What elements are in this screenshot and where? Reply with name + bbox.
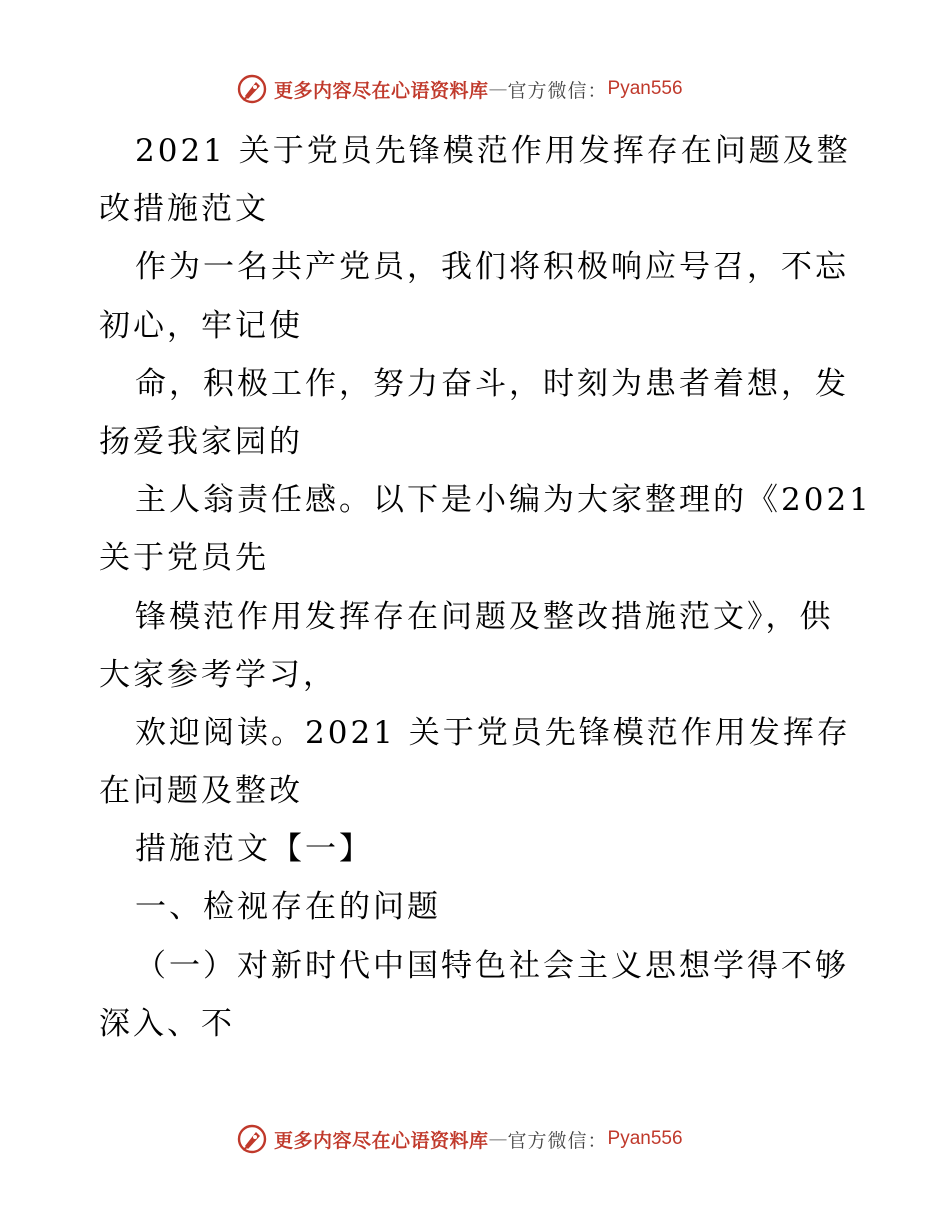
pen-nib-logo-icon <box>236 73 268 105</box>
document-body <box>99 122 872 1053</box>
watermark-wechat-id: Pyan556 <box>607 1128 683 1149</box>
document-line: 在问题及整改 <box>99 773 303 810</box>
document-line: 命，积极工作，努力奋斗，时刻为患者着想，发 <box>135 365 849 402</box>
document-line: 改措施范文 <box>99 191 269 228</box>
document-line: 关于党员先 <box>99 540 269 577</box>
pen-nib-logo-icon <box>236 1123 268 1155</box>
watermark-separator: — <box>488 1128 508 1150</box>
document-line: 大家参考学习， <box>99 656 337 693</box>
document-line: 作为一名共产党员，我们将积极响应号召，不忘 <box>135 249 849 286</box>
footer-watermark <box>236 1123 716 1155</box>
document-line: 2021 关于党员先锋模范作用发挥存在问题及整 <box>135 133 851 169</box>
watermark-wechat-id: Pyan556 <box>607 78 683 99</box>
watermark-wechat-label: 官方微信： <box>507 1129 608 1152</box>
watermark-wechat-label: 官方微信： <box>507 79 608 102</box>
document-line: 欢迎阅读。2021 关于党员先锋模范作用发挥存 <box>135 714 851 751</box>
watermark-site-name: 更多内容尽在心语资料库 <box>274 1129 489 1152</box>
document-line: （一）对新时代中国特色社会主义思想学得不够 <box>135 947 849 984</box>
watermark-separator: — <box>488 78 508 100</box>
document-line: 扬爱我家园的 <box>99 423 303 460</box>
document-line: 措施范文【一】 <box>135 831 373 868</box>
header-watermark <box>236 73 716 105</box>
document-line: 主人翁责任感。以下是小编为大家整理的《2021 <box>135 482 872 519</box>
document-line: 锋模范作用发挥存在问题及整改措施范文》，供 <box>135 598 834 635</box>
document-line: 一、检视存在的问题 <box>135 889 441 926</box>
watermark-site-name: 更多内容尽在心语资料库 <box>274 79 489 102</box>
document-line: 深入、不 <box>99 1005 235 1042</box>
document-line: 初心，牢记使 <box>99 307 303 344</box>
